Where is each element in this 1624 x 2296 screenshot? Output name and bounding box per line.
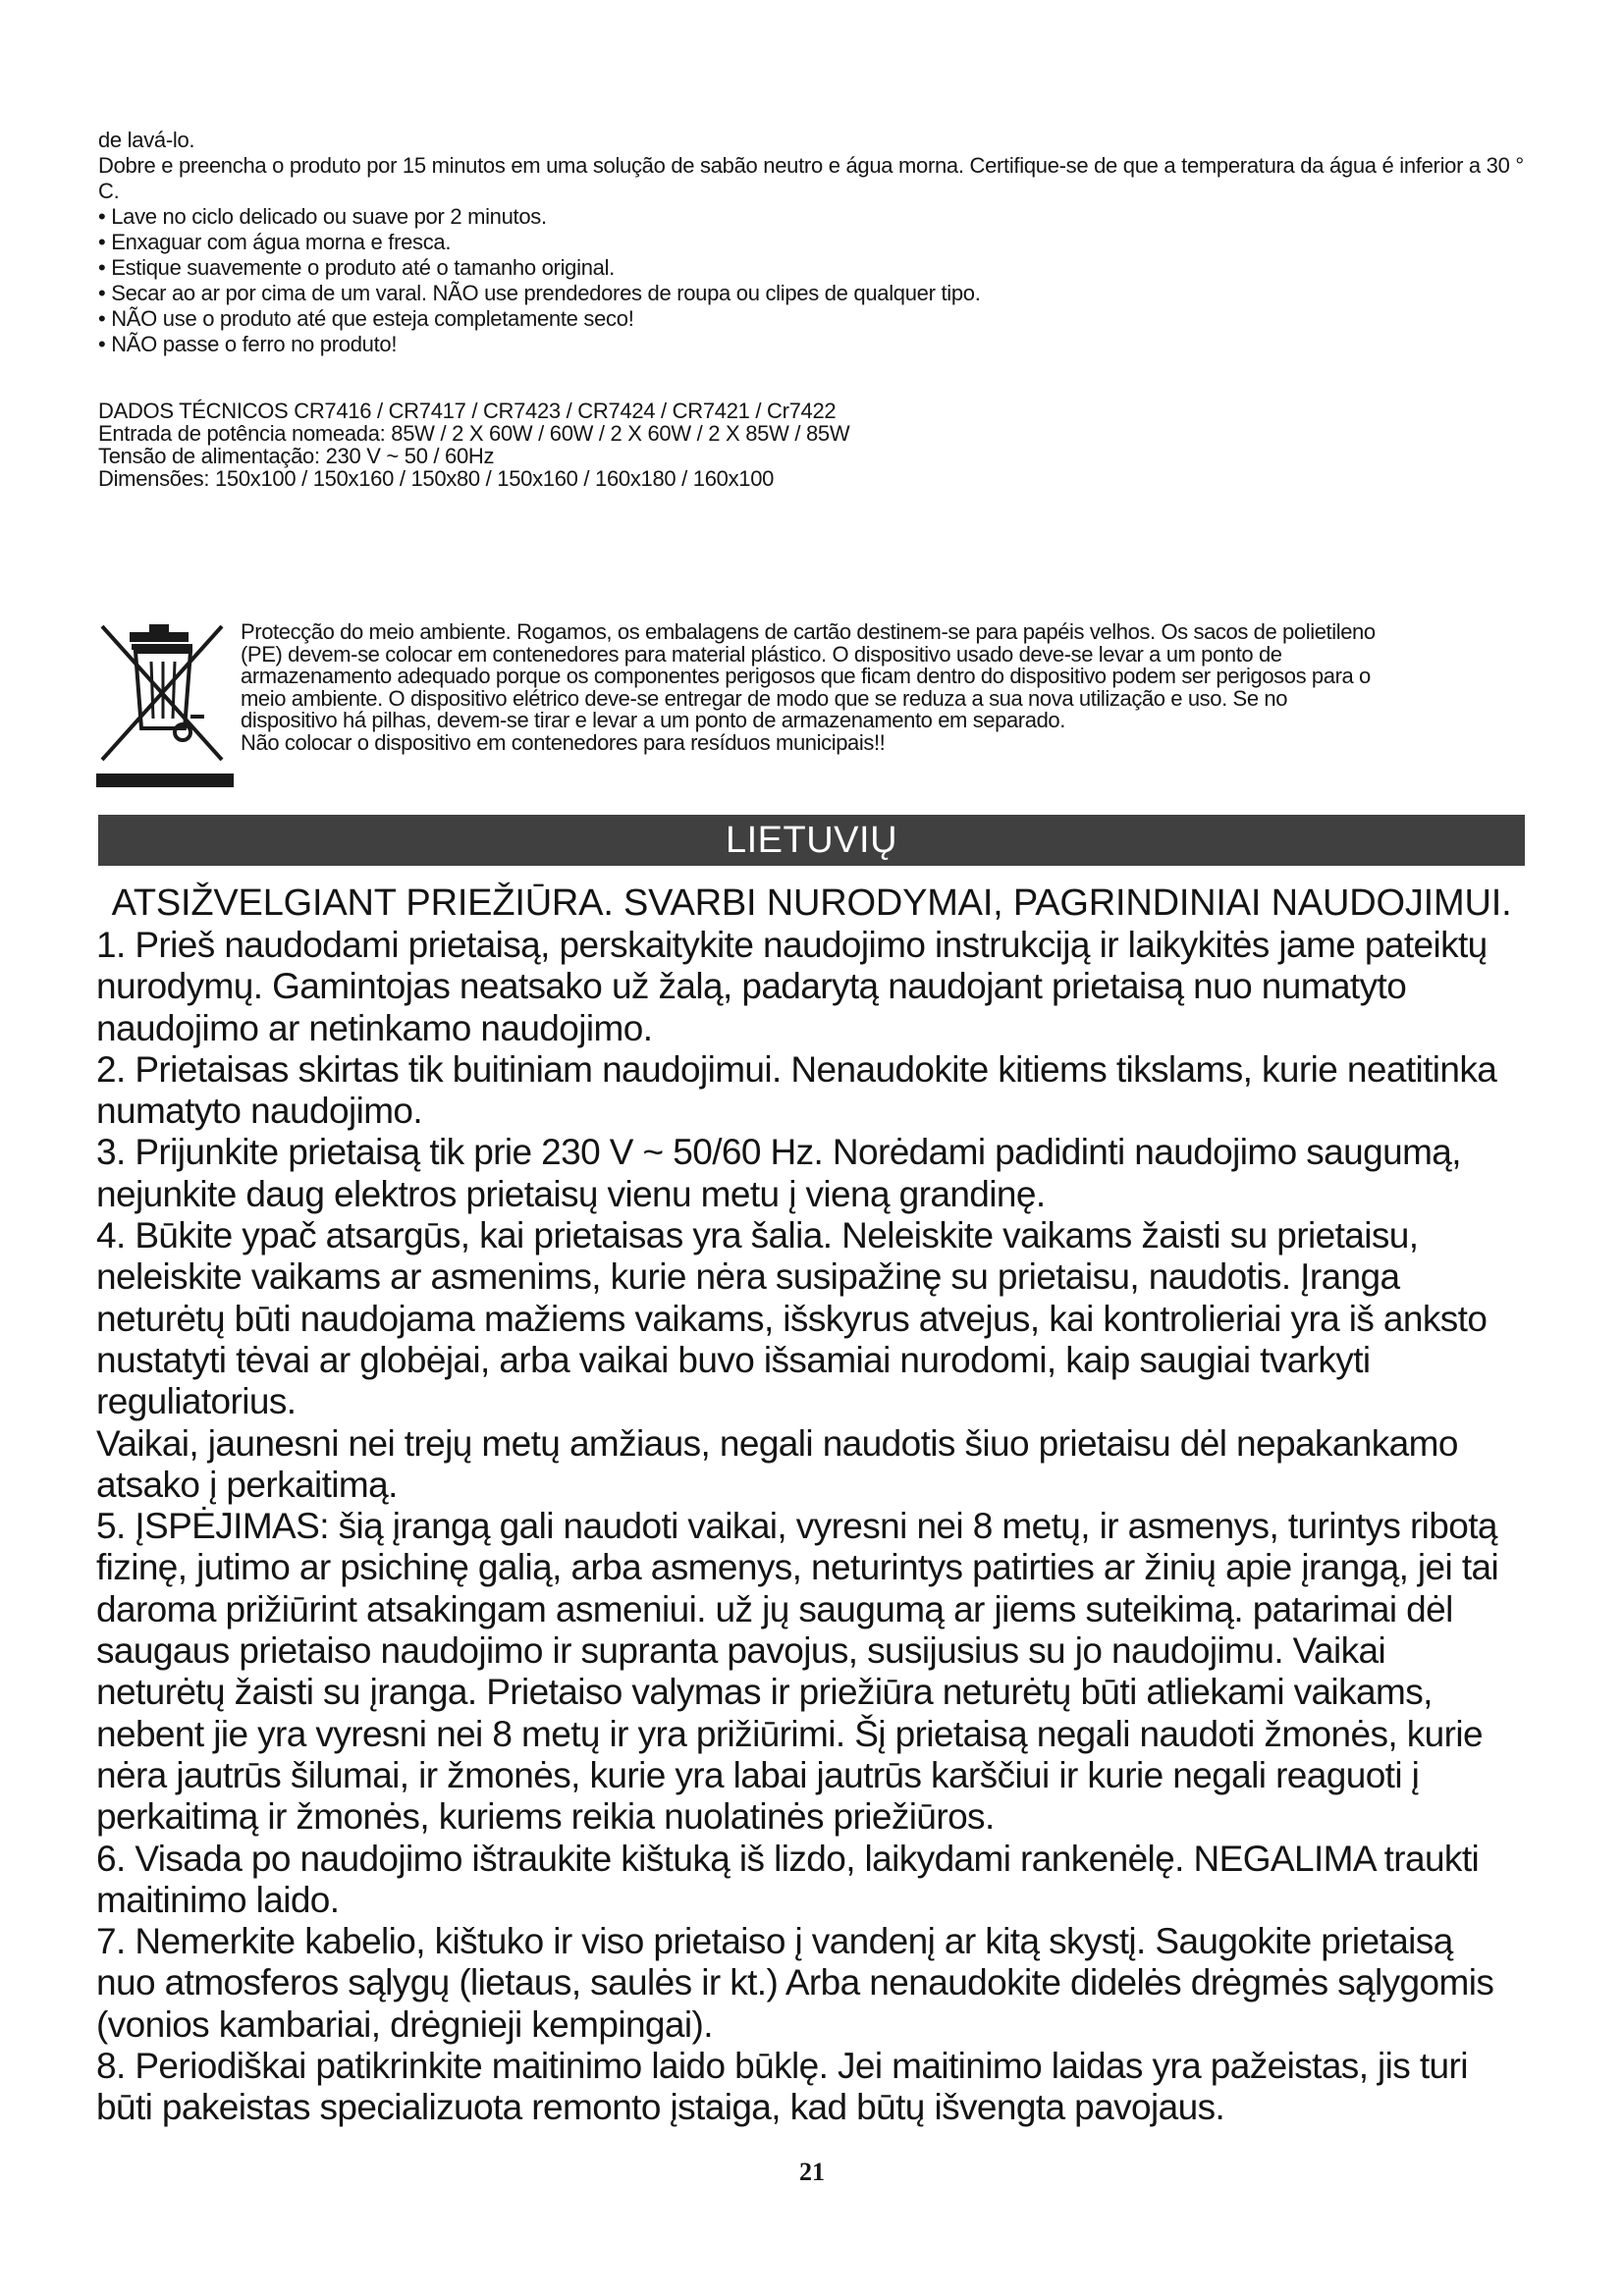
instruction-line: nebent jie yra vyresni nei 8 metų ir yra prižiūrimi. Šį prietaisą negali naudoti žmonės, kurie <box>96 1713 1483 1754</box>
care-bullet: • NÃO passe o ferro no produto! <box>98 332 1532 357</box>
instruction-line: (vonios kambariai, drėgnieji kempingai). <box>96 2003 713 2045</box>
instruction-line: 5. ĮSPĖJIMAS: šią įrangą gali naudoti vaikai, vyresni nei 8 metų, ir asmenys, turintys ribotą <box>96 1506 1497 1547</box>
instruction-line: 3. Prijunkite prietaisą tik prie 230 V ~ 50/60 Hz. Norėdami padidinti naudojimo saugumą, <box>96 1132 1461 1173</box>
page-number: 21 <box>799 2158 825 2186</box>
instruction-line: 2. Prietaisas skirtas tik buitiniam naudojimui. Nenaudokite kitiems tikslams, kurie neatitinka <box>96 1048 1497 1090</box>
instruction-line: nustatyti tėvai ar globėjai, arba vaikai buvo išsamiai nurodomi, kaip saugiai tvarkyti <box>96 1339 1371 1380</box>
instruction-line: 6. Visada po naudojimo ištraukite kištuką iš lizdo, laikydami rankenėlę. NEGALIMA traukti <box>96 1838 1480 1879</box>
lithuanian-title: ATSIŽVELGIANT PRIEŽIŪRA. SVARBI NURODYMAI, PAGRINDINIAI NAUDOJIMUI. <box>111 882 1512 924</box>
technical-data-voltage: Tensão de alimentação: 230 V ~ 50 / 60Hz <box>98 444 495 468</box>
instruction-line: neturėtų žaisti su įranga. Prietaiso valymas ir priežiūra neturėtų būti atliekami vaikams, <box>96 1672 1433 1713</box>
instruction-line: naudojimo ar netinkamo naudojimo. <box>96 1007 653 1048</box>
technical-data-power: Entrada de potência nomeada: 85W / 2 X 60W / 60W / 2 X 60W / 2 X 85W / 85W <box>98 421 850 446</box>
instruction-line: maitinimo laido. <box>96 1879 340 1920</box>
instruction-line: perkaitimą ir žmonės, kuriems reikia nuolatinės priežiūros. <box>96 1796 995 1838</box>
care-bullet: • NÃO use o produto até que esteja completamente seco! <box>98 306 1532 332</box>
instruction-line: 4. Būkite ypač atsargūs, kai prietaisas yra šalia. Neleiskite vaikams žaisti su prietaisu, <box>96 1215 1419 1256</box>
environment-line: meio ambiente. O dispositivo elétrico deve-se entregar de modo que se reduza a sua nova utilização e uso. Se no <box>241 685 1288 711</box>
instruction-line: saugaus prietaiso naudojimo ir supranta pavojus, susijusius su jo naudojimu. Vaikai <box>96 1630 1386 1672</box>
environment-line: Protecção do meio ambiente. Rogamos, os embalagens de cartão destinem-se para papéis velhos. Os sacos de polietileno <box>241 619 1376 644</box>
technical-data-section <box>98 400 1532 490</box>
instruction-line: neleiskite vaikams ar asmenims, kurie nėra susipažinę su prietaisu, naudotis. Įranga <box>96 1256 1400 1298</box>
care-soak-instruction: Dobre e preencha o produto por 15 minutos em uma solução de sabão neutro e água morna. Certifique-se de que a temperatura da água é inferior a 30 ° C. <box>98 153 1524 203</box>
instruction-line: nuo atmosferos sąlygų (lietaus, saulės ir kt.) Arba nenaudokite didelės drėgmės sąlygomis <box>96 1962 1494 2003</box>
portuguese-care-section <box>98 128 1532 357</box>
care-bullet: • Enxaguar com água morna e fresca. <box>98 230 1532 255</box>
instruction-line: 8. Periodiškai patikrinkite maitinimo laido būklę. Jei maitinimo laidas yra pažeistas, jis turi <box>96 2046 1468 2087</box>
environment-line: armazenamento adequado porque os componentes perigosos que ficam dentro do dispositivo podem ser perigosos para o <box>241 664 1371 689</box>
instruction-line: būti pakeistas specializuota remonto įstaiga, kad būtų išvengta pavojaus. <box>96 2087 1225 2128</box>
instruction-line: atsako į perkaitimą. <box>96 1464 398 1505</box>
lithuanian-instructions <box>96 925 1530 2129</box>
instruction-line: daroma prižiūrint atsakingam asmeniui. už jų saugumą ar jiems suteikimą. patarimai dėl <box>96 1588 1453 1629</box>
instruction-line: nejunkite daug elektros prietaisų vienu metu į vieną grandinę. <box>96 1173 1046 1214</box>
care-bullet: • Secar ao ar por cima de um varal. NÃO use prendedores de roupa ou clipes de qualquer tipo. <box>98 281 1532 306</box>
care-bullet: • Estique suavemente o produto até o tamanho original. <box>98 255 1532 281</box>
instruction-line: Vaikai, jaunesni nei trejų metų amžiaus, negali naudotis šiuo prietaisu dėl nepakankamo <box>96 1422 1458 1464</box>
instruction-line: neturėtų būti naudojama mažiems vaikams, išskyrus atvejus, kai kontrolieriai yra iš anksto <box>96 1298 1488 1339</box>
instruction-line: 1. Prieš naudodami prietaisą, perskaitykite naudojimo instrukciją ir laikykitės jame pateiktų <box>96 925 1488 965</box>
language-header-label: LIETUVIŲ <box>725 820 898 861</box>
environment-line: dispositivo há pilhas, devem-se tirar e levar a um ponto de armazenamento em separado. <box>241 708 1065 733</box>
care-line-continuation: de lavá-lo. <box>98 128 195 152</box>
environment-notice <box>241 621 1537 755</box>
instruction-line: 7. Nemerkite kabelio, kištuko ir viso prietaiso į vandenį ar kitą skystį. Saugokite prietaisą <box>96 1921 1453 1962</box>
technical-data-heading: DADOS TÉCNICOS CR7416 / CR7417 / CR7423 / CR7424 / CR7421 / Cr7422 <box>98 399 837 423</box>
instruction-line: fizinę, jutimo ar psichinę galią, arba asmenys, neturintys patirties ar žinių apie įrangą, jei tai <box>96 1547 1499 1588</box>
instruction-line: numatyto naudojimo. <box>96 1091 423 1132</box>
care-bullet: • Lave no ciclo delicado ou suave por 2 minutos. <box>98 204 1532 230</box>
instruction-line: nėra jautrūs šilumai, ir žmonės, kurie yra labai jautrūs karščiui ir kurie negali reaguoti į <box>96 1754 1420 1795</box>
instruction-line: reguliatorius. <box>96 1381 297 1422</box>
technical-data-dimensions: Dimensões: 150x100 / 150x160 / 150x80 / 150x160 / 160x180 / 160x100 <box>98 466 775 491</box>
instruction-line: nurodymų. Gamintojas neatsako už žalą, padarytą naudojant prietaisą nuo numatyto <box>96 966 1407 1007</box>
environment-line: Não colocar o dispositivo em contenedores para resíduos municipais!! <box>241 729 886 755</box>
environment-line: (PE) devem-se colocar em contenedores para material plástico. O dispositivo usado deve-se levar a um ponto de <box>241 641 1282 667</box>
language-header-bar <box>98 815 1525 866</box>
crossed-out-wheelie-bin-icon <box>96 620 234 789</box>
